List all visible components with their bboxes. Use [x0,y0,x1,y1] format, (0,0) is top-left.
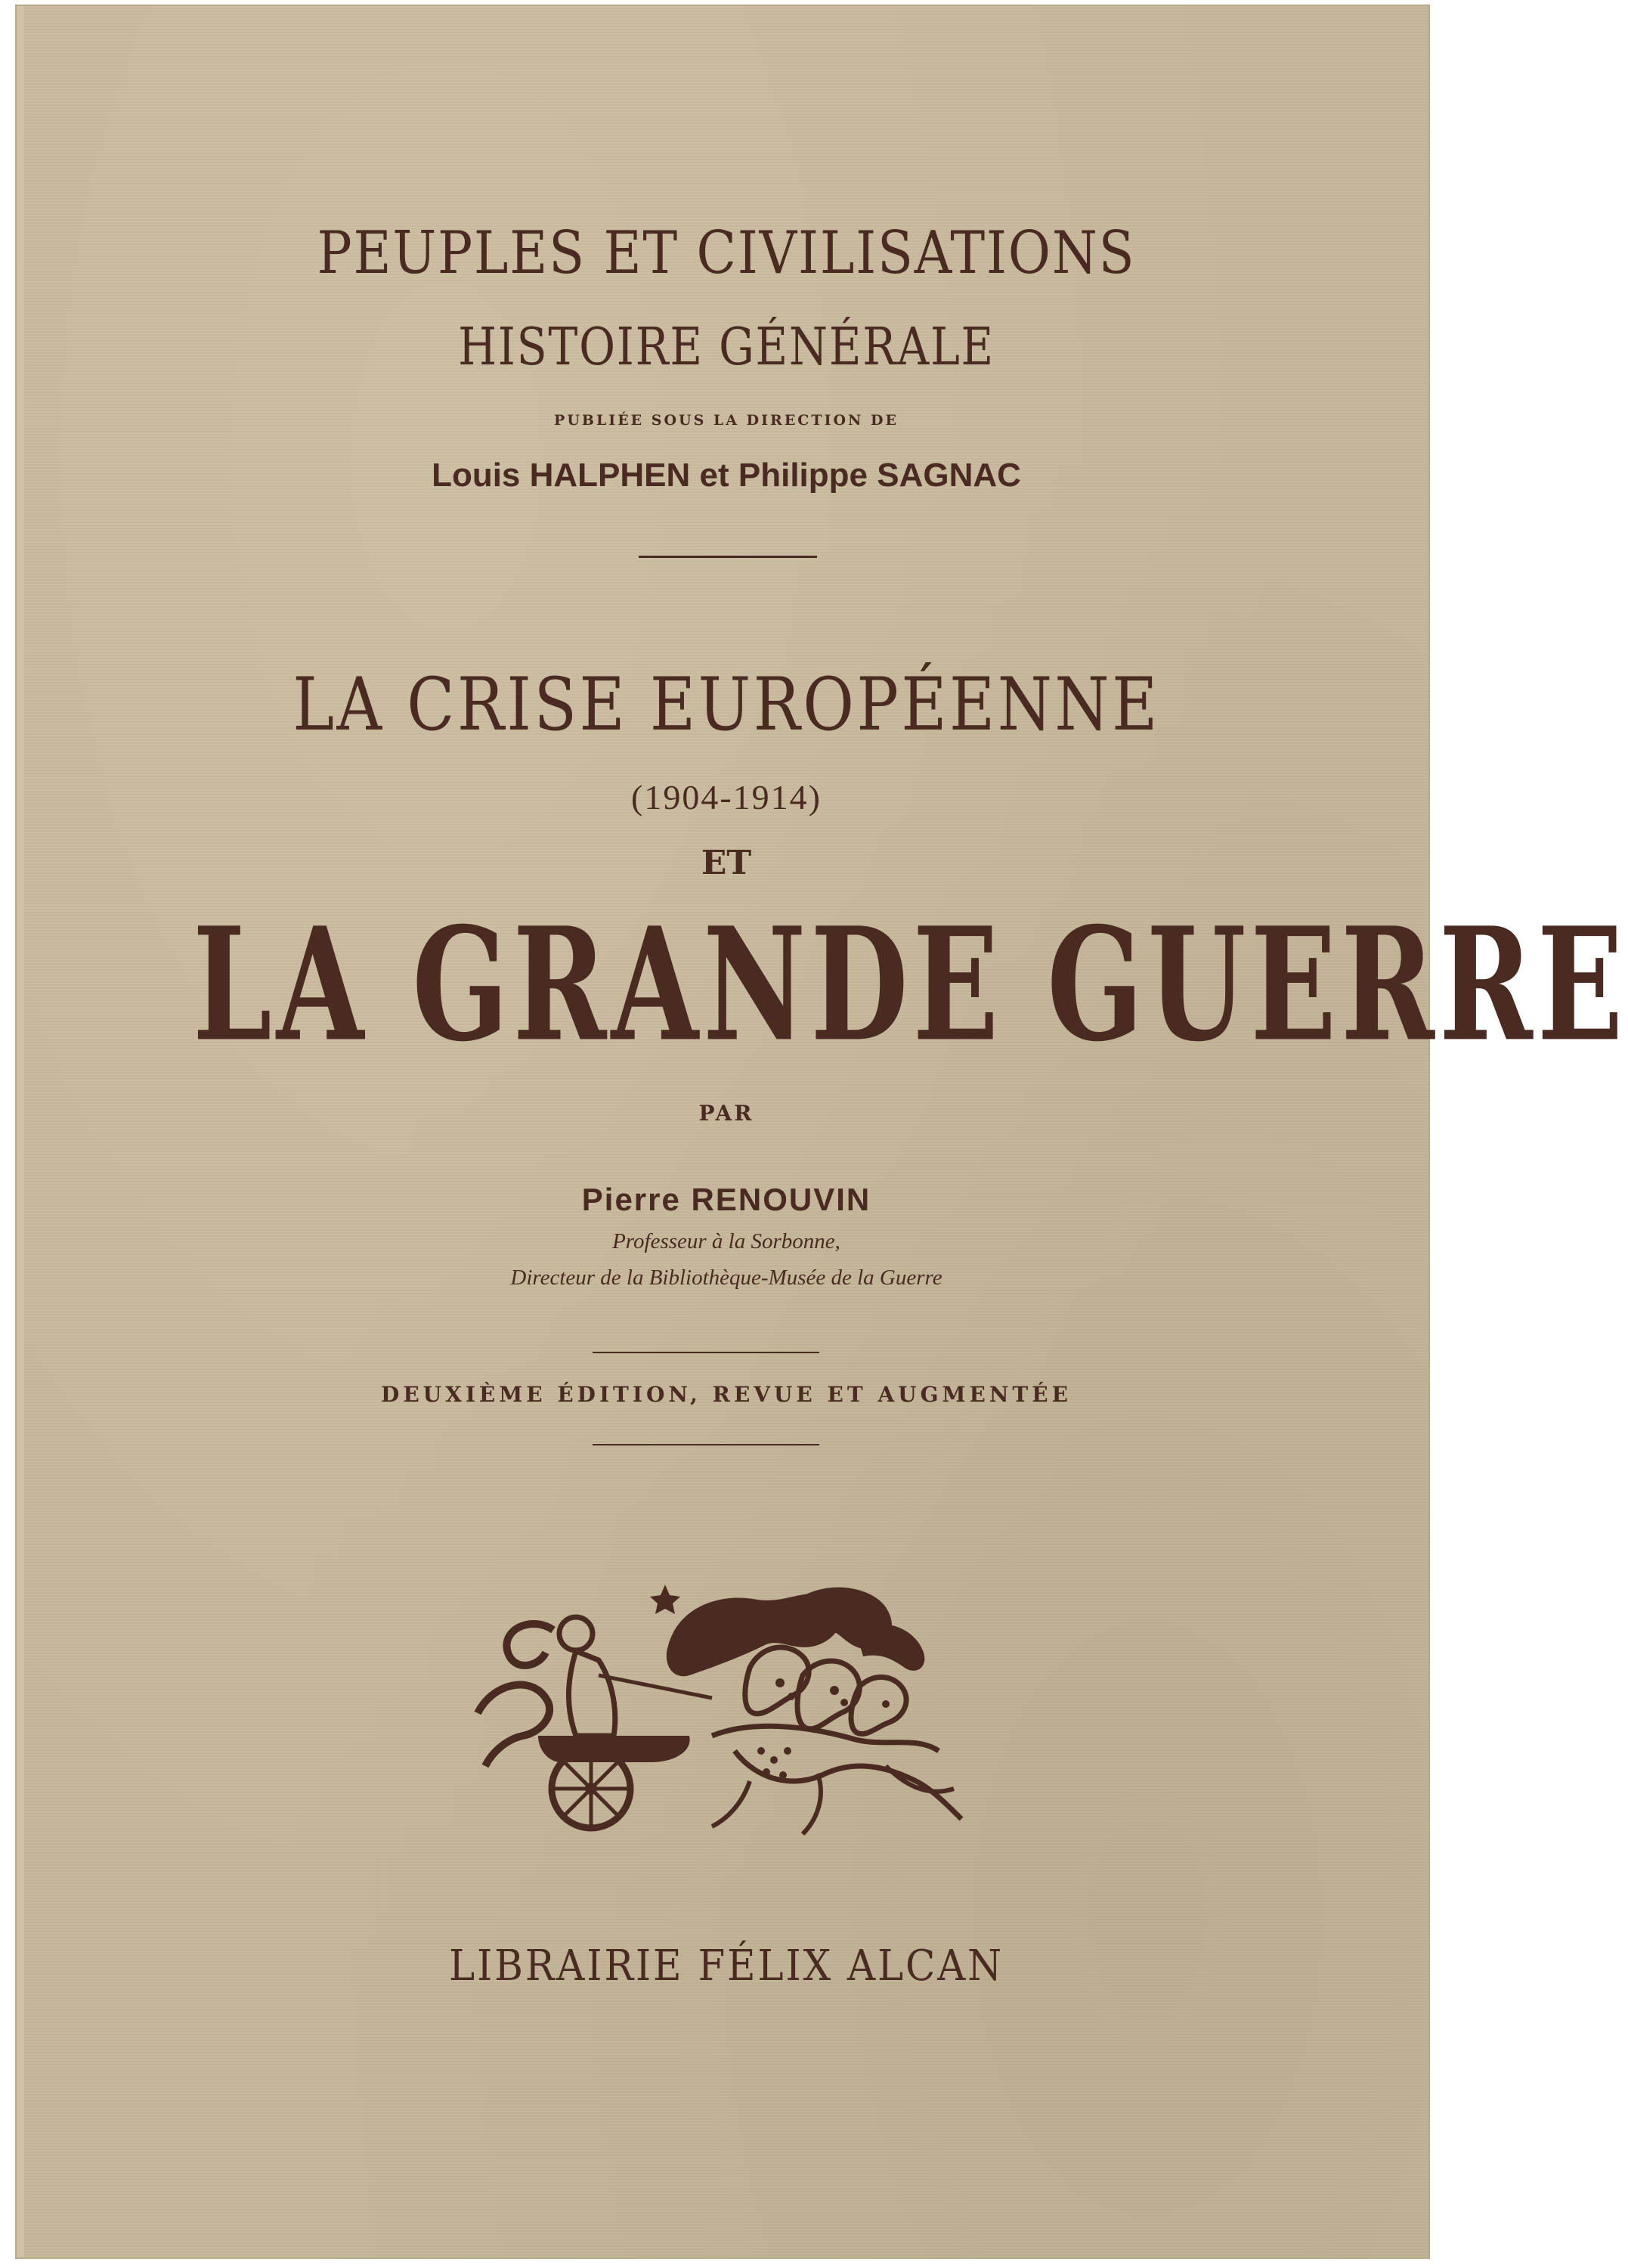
edition-line: DEUXIÈME ÉDITION, REVUE ET AUGMENTÉE [381,1382,1072,1407]
author-name: Pierre RENOUVIN [581,1182,871,1217]
editors: Louis HALPHEN et Philippe SAGNAC [432,457,1021,494]
title-conjunction: ET [701,844,752,882]
series-title: PEUPLES ET CIVILISATIONS [317,219,1136,287]
by-line: PAR [698,1101,754,1126]
chariot-horses-icon [463,1562,992,1849]
divider-1 [639,556,817,558]
title-part-2: LA GRANDE GUERRE [192,894,1628,1077]
author-role-2: Directeur de la Bibliothèque-Musée de la Guerre [510,1266,942,1290]
book-cover [17,6,1628,2257]
title-part-1: LA CRISE EUROPÉENNE [292,662,1160,747]
divider-3 [593,1444,819,1445]
publisher: LIBRAIRIE FÉLIX ALCAN [449,1941,1004,1991]
title-dates: (1904-1914) [631,778,822,816]
divider-2 [593,1352,819,1353]
author-role-1: Professeur à la Sorbonne, [612,1229,840,1253]
series-subtitle: HISTOIRE GÉNÉRALE [458,318,995,377]
direction-line: PUBLIÉE SOUS LA DIRECTION DE [554,412,899,429]
